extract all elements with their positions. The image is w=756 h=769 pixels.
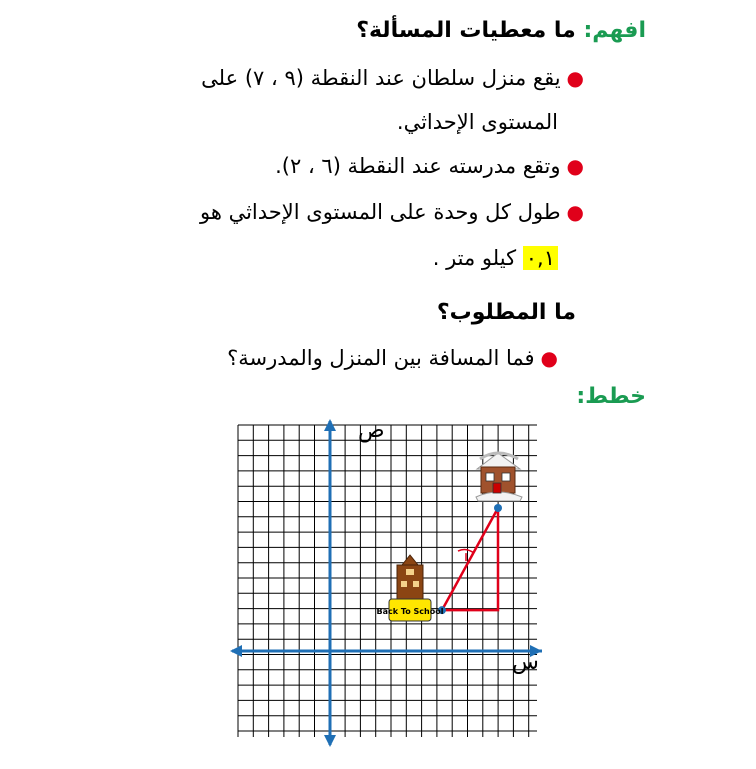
understand-label: افهم:: [583, 18, 646, 43]
given-item-1-cont: [397, 110, 558, 134]
plan-label: خطط:: [576, 384, 646, 409]
given-item-2: [275, 154, 584, 178]
coordinate-plane: [180, 415, 552, 755]
bullet-icon: ●: [566, 66, 584, 90]
required-item-text: فما المسافة بين المنزل والمدرسة؟: [227, 346, 535, 370]
required-heading: ما المطلوب؟: [436, 300, 576, 325]
y-axis-arrow-down: [324, 735, 336, 747]
school-icon: [377, 555, 444, 621]
given-item-3-text: طول كل وحدة على المستوى الإحداثي هو: [199, 200, 561, 224]
x-axis-label: س: [512, 650, 539, 675]
given-item-3-cont: [433, 246, 558, 270]
house-point: [494, 504, 502, 512]
bullet-icon: ●: [566, 154, 584, 178]
school-sign-text: Back To School: [376, 607, 444, 616]
understand-question: ما معطيات المسألة؟: [356, 18, 576, 43]
given-item-3: [200, 200, 584, 224]
unit-length-value: ٠,١: [523, 246, 558, 270]
required-item: [227, 346, 558, 370]
given-item-1: [201, 66, 584, 90]
given-item-1-line-1: يقع منزل سلطان عند النقطة (٩ ، ٧) على: [201, 66, 561, 90]
unit-length-unit: كيلو متر .: [432, 246, 517, 270]
bullet-icon: ●: [566, 200, 584, 224]
given-item-1-line-2: المستوى الإحداثي.: [396, 110, 558, 134]
bullet-icon: ●: [540, 346, 558, 370]
distance-triangle: [438, 504, 502, 614]
y-axis-label: ص: [358, 418, 385, 443]
x-axis-arrow-left: [230, 645, 242, 657]
given-item-2-text: وتقع مدرسته عند النقطة (٦ ، ٢).: [275, 154, 561, 178]
triangle-lines: [442, 508, 498, 610]
understand-heading: [356, 18, 646, 43]
